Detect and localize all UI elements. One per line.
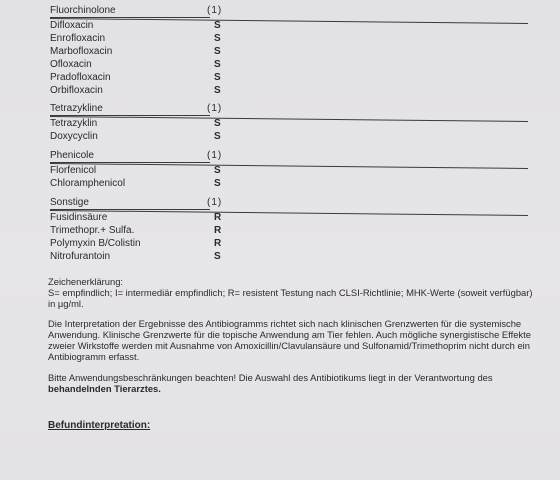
table-row <box>50 117 530 130</box>
result-value: S <box>214 33 221 44</box>
table-row <box>50 177 530 190</box>
result-value: S <box>214 165 221 176</box>
restriction-text: Bitte Anwendungsbeschränkungen beachten! Die Auswahl des Antibiotikums liegt in der Verantwortung des <box>48 372 493 383</box>
group-count: (1) <box>207 5 223 16</box>
result-value: R <box>214 238 222 249</box>
group-count: (1) <box>207 197 223 208</box>
group-name: Fluorchinolone <box>50 5 116 16</box>
restriction-note <box>48 372 534 394</box>
table-row <box>50 58 530 71</box>
drug-name: Doxycyclin <box>50 131 98 142</box>
group-header <box>50 103 530 115</box>
table-row <box>50 84 530 97</box>
antibiotic-group-phenicole <box>50 150 530 190</box>
drug-name: Nitrofurantoin <box>50 251 111 262</box>
legend-text: S= empfindlich; I= intermediär empfindlich; R= resistent Testung nach CLSI-Richtlinie; MHK-Werte (soweit verfügbar) in µg/ml. <box>48 287 533 309</box>
table-row <box>50 211 530 224</box>
findings-section <box>48 420 534 431</box>
drug-name: Orbifloxacin <box>50 85 103 96</box>
drug-name: Enrofloxacin <box>50 33 106 44</box>
findings-heading: Befundinterpretation: <box>48 420 151 431</box>
table-row <box>50 32 530 45</box>
antibiotic-group-tetrazykline <box>50 103 530 143</box>
result-value: S <box>214 85 221 96</box>
restriction-paragraph <box>48 372 534 394</box>
drug-name: Trimethopr.+ Sulfa. <box>50 225 135 236</box>
result-value: S <box>214 20 221 31</box>
group-header <box>50 197 530 209</box>
table-row <box>50 19 530 32</box>
group-count: (1) <box>207 150 223 161</box>
drug-name: Polymyxin B/Colistin <box>50 238 141 249</box>
group-count: (1) <box>207 103 223 114</box>
antibiotic-group-sonstige <box>50 197 530 263</box>
drug-name: Fusidinsäure <box>50 212 108 223</box>
drug-name: Chloramphenicol <box>50 178 126 189</box>
table-row <box>50 250 530 263</box>
drug-name: Florfenicol <box>50 165 97 176</box>
drug-name: Pradofloxacin <box>50 72 111 83</box>
drug-name: Ofloxacin <box>50 59 92 70</box>
table-row <box>50 164 530 177</box>
table-row <box>50 71 530 84</box>
group-header <box>50 150 530 162</box>
result-value: R <box>214 225 222 236</box>
result-value: S <box>214 59 221 70</box>
result-value: S <box>214 178 221 189</box>
drug-name: Tetrazyklin <box>50 118 98 129</box>
result-value: S <box>214 131 221 142</box>
table-row <box>50 237 530 250</box>
result-value: S <box>214 72 221 83</box>
result-value: R <box>214 212 222 223</box>
restriction-bold: behandelnden Tierarztes. <box>48 383 161 394</box>
table-row <box>50 130 530 143</box>
result-value: S <box>214 46 221 57</box>
result-value: S <box>214 118 221 129</box>
drug-name: Marbofloxacin <box>50 46 113 57</box>
table-row <box>50 224 530 237</box>
interpretation-text: Die Interpretation der Ergebnisse des Antibiogramms richtet sich nach klinischen Grenzwerten für die systemische Anwendung. Klinische Grenzwerte für die topische Anwendung am Tier fehlen. Auch mögliche synergistische Effekte zweier Wirkstoffe werden mit Ausnahme von Amoxicillin/Clavulansäure und Sulfonamid/Trimethoprim nicht durch ein Antibiogramm erfasst. <box>48 318 531 362</box>
drug-name: Difloxacin <box>50 20 94 31</box>
group-name: Sonstige <box>50 197 89 208</box>
interpretation-note <box>48 318 534 362</box>
result-value: S <box>214 251 221 262</box>
group-name: Tetrazykline <box>50 103 103 114</box>
group-name: Phenicole <box>50 150 94 161</box>
table-row <box>50 45 530 58</box>
group-header <box>50 5 530 17</box>
legend-block <box>48 276 534 309</box>
antibiotic-group-fluorchinolone <box>50 5 530 97</box>
legend-title: Zeichenerklärung: <box>48 276 124 287</box>
